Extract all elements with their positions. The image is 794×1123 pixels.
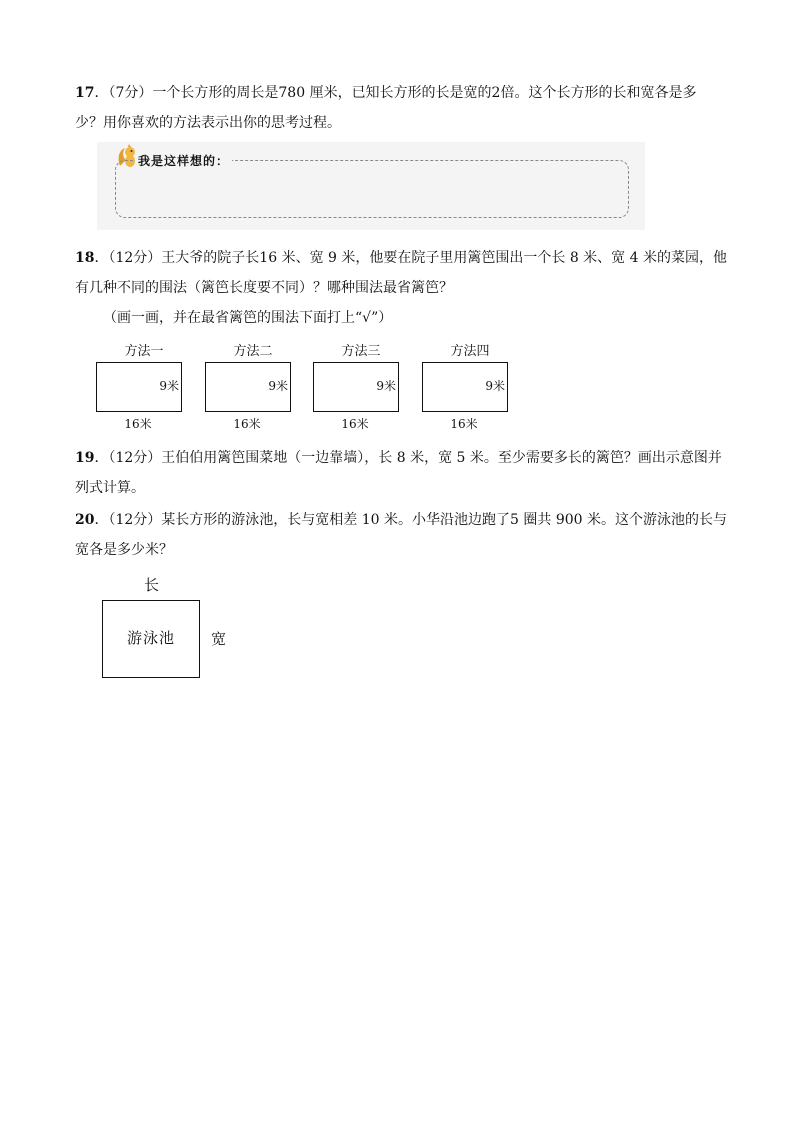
pool-length-label: 长 xyxy=(144,576,160,594)
method-title: 方法二 xyxy=(233,344,273,359)
method-3-diagram xyxy=(313,342,409,432)
question-19-line1 xyxy=(75,443,735,473)
question-18-line1 xyxy=(75,243,735,273)
width-label: 9米 xyxy=(376,379,396,393)
pool-name: 游泳池 xyxy=(126,629,175,647)
width-label: 9米 xyxy=(268,379,288,393)
thinking-note-box xyxy=(97,142,645,230)
width-label: 9米 xyxy=(159,379,179,393)
length-label: 16米 xyxy=(124,417,152,431)
question-text: ．（12分）王伯伯用篱笆围菜地（一边靠墙），长 8 米，宽 5 米。至少需要多长的篱笆？画出示意图并 xyxy=(94,450,722,466)
pool-width-label: 宽 xyxy=(211,630,227,648)
question-number: 20 xyxy=(75,512,95,528)
yard-rectangle[interactable] xyxy=(205,362,291,412)
method-title: 方法一 xyxy=(124,344,164,359)
question-18-line2: 有几种不同的围法（篱笆长度要不同）？哪种围法最省篱笆？ xyxy=(75,280,453,296)
question-text: ．（7分）一个长方形的周长是780 厘米，已知长方形的长是宽的2倍。这个长方形的长和宽各是多 xyxy=(94,85,697,101)
thinking-label: 我是这样想的： xyxy=(135,152,232,169)
width-label: 9米 xyxy=(485,379,505,393)
question-number: 18 xyxy=(75,250,95,266)
yard-rectangle[interactable] xyxy=(96,362,182,412)
question-19-line2: 列式计算。 xyxy=(75,480,145,496)
question-20 xyxy=(75,505,735,565)
question-number: 19 xyxy=(75,450,95,466)
method-1-diagram xyxy=(96,342,192,432)
pool-rectangle xyxy=(102,600,200,678)
question-text: ．（12分）王大爷的院子长16 米、宽 9 米，他要在院子里用篱笆围出一个长 8 米、宽 4 米的菜园，他 xyxy=(94,250,727,266)
method-title: 方法四 xyxy=(450,344,490,359)
question-20-line2: 宽各是多少米？ xyxy=(75,542,173,558)
length-label: 16米 xyxy=(233,417,261,431)
question-text: ．（12分）某长方形的游泳池，长与宽相差 10 米。小华沿池边跑了5 圈共 900 米。这个游泳池的长与 xyxy=(94,512,727,528)
method-title: 方法三 xyxy=(341,344,381,359)
question-20-line1 xyxy=(75,505,735,535)
method-4-diagram xyxy=(422,342,518,432)
question-17-line2: 少？用你喜欢的方法表示出你的思考过程。 xyxy=(75,115,341,131)
question-18 xyxy=(75,243,735,303)
question-19 xyxy=(75,443,735,503)
method-2-diagram xyxy=(205,342,301,432)
yard-rectangle[interactable] xyxy=(313,362,399,412)
drawing-hint: （画一画，并在最省篱笆的围法下面打上“√”） xyxy=(103,310,393,326)
yard-rectangle[interactable] xyxy=(422,362,508,412)
question-17-line1 xyxy=(75,78,735,108)
question-17 xyxy=(75,78,735,138)
length-label: 16米 xyxy=(450,417,478,431)
question-number: 17 xyxy=(75,85,95,101)
length-label: 16米 xyxy=(341,417,369,431)
